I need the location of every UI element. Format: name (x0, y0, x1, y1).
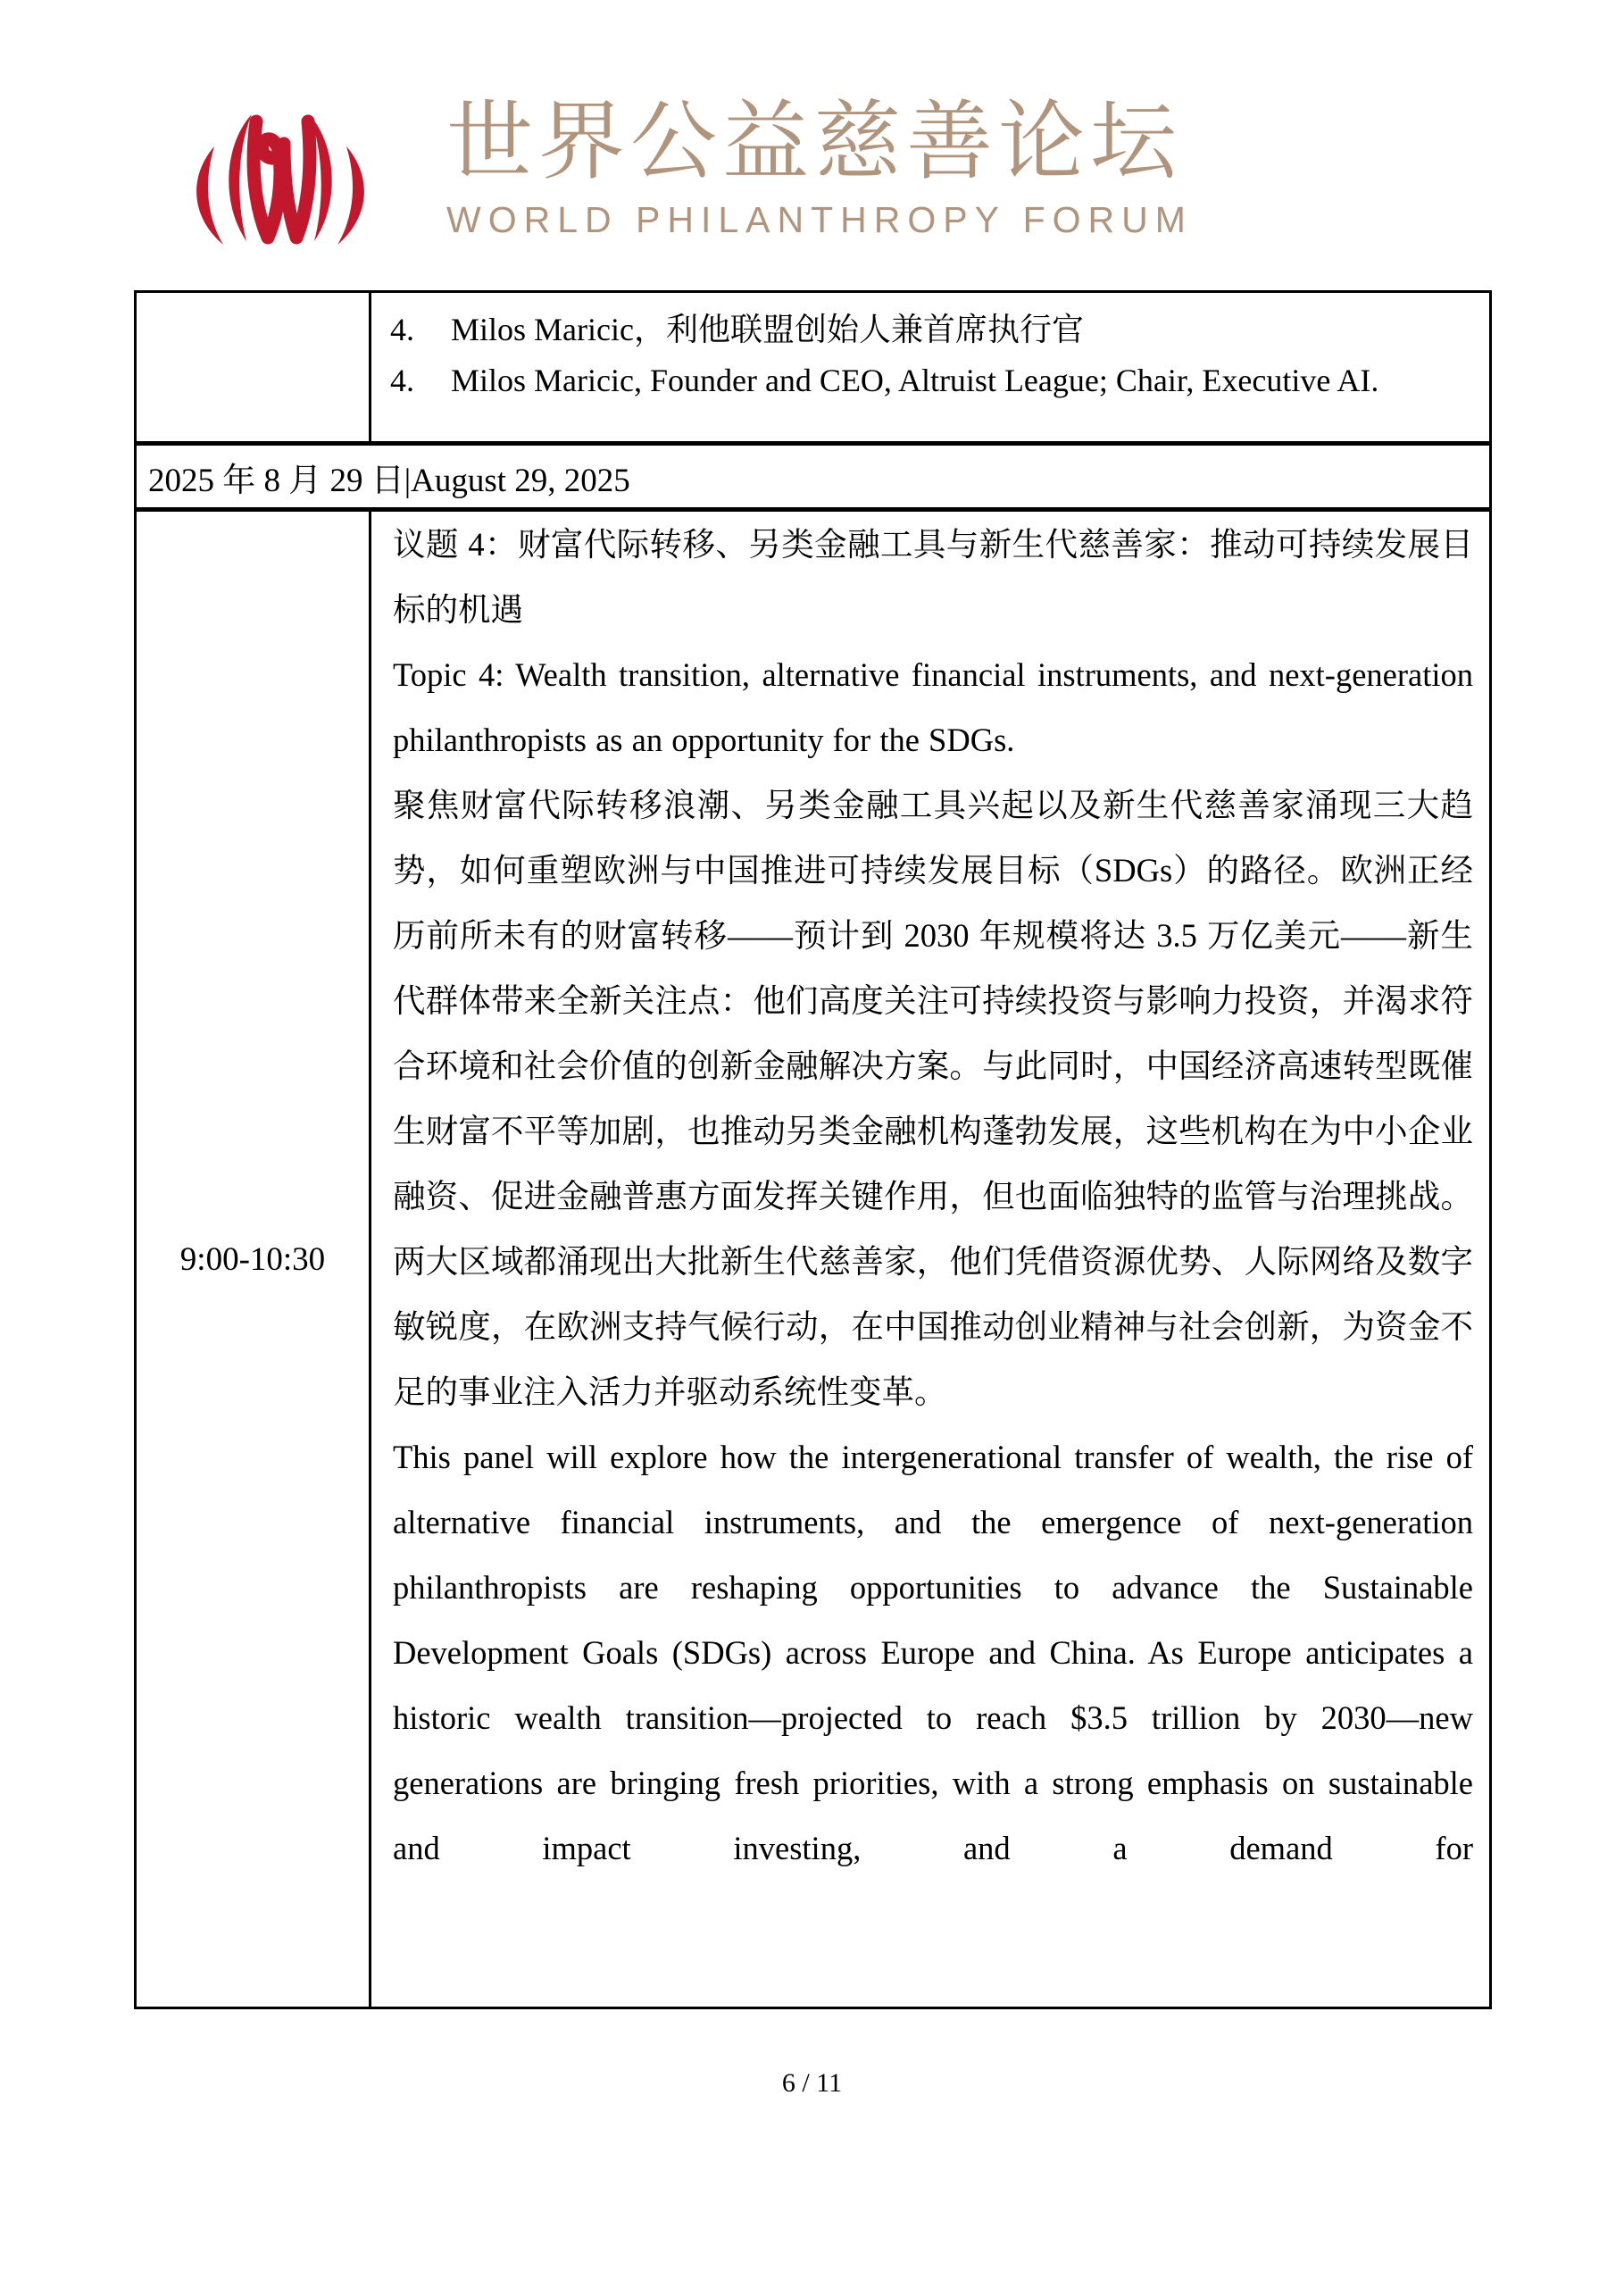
speaker-continuation-row (136, 292, 1491, 444)
speaker-item (390, 355, 1478, 406)
session-time-cell: 9:00-10:30 (136, 510, 371, 2008)
item-number: 4. (390, 363, 414, 398)
speaker-list-cell (371, 292, 1491, 444)
speaker-item (390, 305, 1478, 355)
date-row (136, 444, 1491, 510)
session-description-en: This panel will explore how the intergenerational transfer of wealth, the rise of alternative financial instruments, and the emergence of next-generation philanthropists are reshaping opportunities to advance the Sustainable Development Goals (SDGs) across Europe and China. As Europe anticipates a historic wealth transition—projected to reach $3.5 trillion by 2030—new generations are bringing fresh priorities, with a strong emphasis on sustainable and impact investing, and a demand for (393, 1439, 1473, 1866)
logo-cn-title: 世界公益慈善论坛 (446, 95, 1182, 190)
item-text: Milos Maricic, Founder and CEO, Altruist League; Chair, Executive AI. (451, 363, 1379, 398)
session-content-cell (371, 510, 1491, 2008)
wpf-logo-icon (177, 95, 384, 259)
session-description-cn: 聚焦财富代际转移浪潮、另类金融工具兴起以及新生代慈善家涌现三大趋势，如何重塑欧洲与中国推进可持续发展目标（SDGs）的路径。欧洲正经历前所未有的财富转移——预计到 2030 年规模将达 3.5 万亿美元——新生代群体带来全新关注点：他们高度关注可持续投资与影响力投资，并渴求符合环境和社会价值的创新金融解决方案。与此同时，中国经济高速转型既催生财富不平等加剧，也推动另类金融机构蓬勃发展，这些机构在为中小企业融资、促进金融普惠方面发挥关键作用，但也面临独特的监管与治理挑战。两大区域都涌现出大批新生代慈善家，他们凭借资源优势、人际网络及数字敏锐度，在欧洲支持气候行动，在中国推动创业精神与社会创新，为资金不足的事业注入活力并驱动系统性变革。 (393, 787, 1473, 1410)
logo-text-block (446, 95, 1193, 241)
item-text: Milos Maricic，利他联盟创始人兼首席执行官 (451, 312, 1084, 347)
wpf-logo (177, 95, 1193, 259)
topic-title-en: Topic 4: Wealth transition, alternative financial instruments, and next-generation philanthropists as an opportunity for the SDGs. (393, 656, 1473, 758)
date-cell: 2025 年 8 月 29 日|August 29, 2025 (136, 444, 1491, 510)
page-number: 6 / 11 (781, 2068, 843, 2098)
topic-title-cn: 议题 4：财富代际转移、另类金融工具与新生代慈善家：推动可持续发展目标的机遇 (393, 526, 1473, 628)
agenda-table (134, 290, 1492, 2009)
empty-time-cell (136, 292, 371, 444)
logo-en-title: WORLD PHILANTHROPY FORUM (446, 198, 1193, 240)
session-row (136, 510, 1491, 2008)
item-number: 4. (390, 312, 414, 347)
